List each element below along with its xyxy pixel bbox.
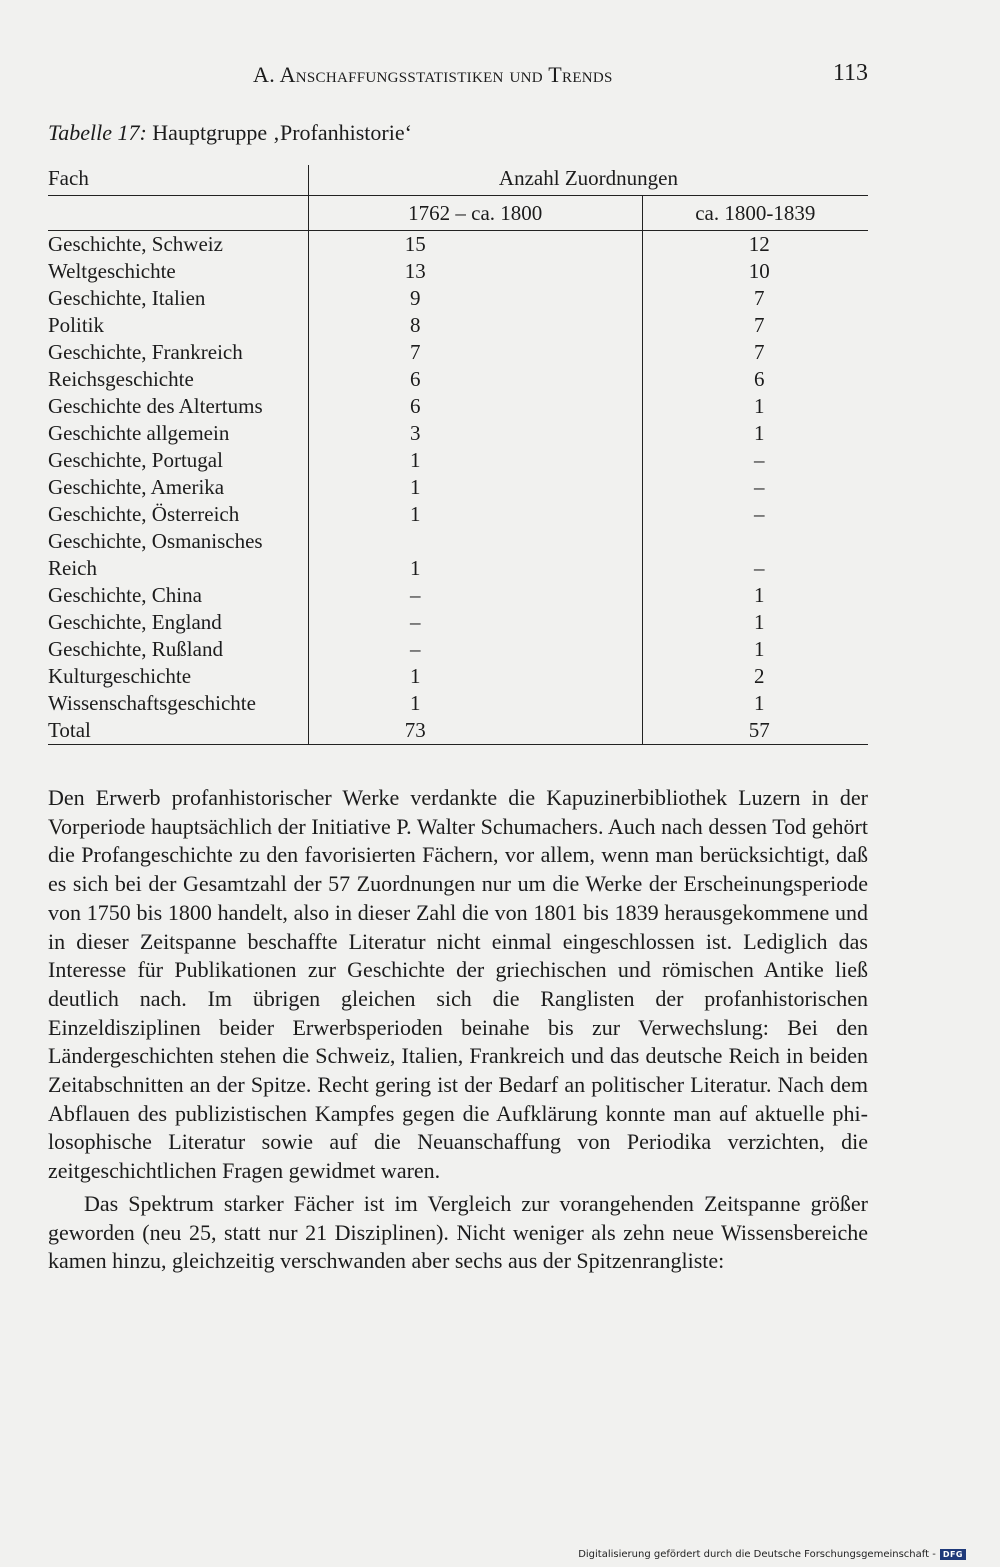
cell-fach: Geschichte, Amerika [48, 475, 225, 499]
cell-period-1: 1 [308, 555, 642, 582]
table-row [48, 555, 868, 582]
table-row [48, 447, 868, 474]
cell-fach: Geschichte, Portugal [48, 448, 223, 472]
cell-period-2: 1 [642, 420, 868, 447]
cell-period-2: 7 [642, 312, 868, 339]
table-row [48, 582, 868, 609]
cell-period-1: 1 [308, 501, 642, 528]
digitization-note-text: Digitalisierung gefördert durch die Deutsche Forschungsgemeinschaft - [578, 1549, 936, 1560]
cell-period-2: 7 [642, 339, 868, 366]
cell-fach: Reich [48, 556, 97, 580]
cell-period-1: 1 [308, 447, 642, 474]
cell-period-2: – [642, 474, 868, 501]
running-header [48, 58, 868, 94]
cell-fach: Wissenschaftsgeschichte [48, 691, 256, 715]
cell-period-2: 10 [642, 258, 868, 285]
paragraph: Das Spektrum starker Fächer ist im Vergleich zur vorangehenden Zeitspanne größer geworden (neu 25, statt nur 21 Disziplinen). Nicht weniger als zehn neue Wissensbereiche kamen hinzu, gleichzeitig verschwanden aber sechs aus der Spitzenrangliste: [48, 1190, 868, 1274]
cell-period-1: 1 [308, 474, 642, 501]
cell-period-2: 2 [642, 663, 868, 690]
cell-fach: Geschichte, Italien [48, 286, 206, 310]
cell-period-1: 9 [308, 285, 642, 312]
table-row [48, 420, 868, 447]
cell-period-1: 1 [308, 663, 642, 690]
table-row [48, 636, 868, 663]
column-header-period-2: ca. 1800-1839 [642, 196, 868, 231]
cell-fach: Geschichte, Rußland [48, 637, 223, 661]
cell-period-2: 1 [642, 582, 868, 609]
cell-fach: Weltgeschichte [48, 259, 176, 283]
cell-period-1: – [308, 636, 642, 663]
table-row [48, 312, 868, 339]
page-number: 113 [832, 60, 868, 86]
cell-period-2: – [642, 501, 868, 528]
cell-period-2: 6 [642, 366, 868, 393]
table-row [48, 258, 868, 285]
cell-period-1: 15 [308, 231, 642, 259]
table-row [48, 501, 868, 528]
cell-total-period-1: 73 [308, 717, 642, 745]
dfg-logo: DFG [940, 1549, 966, 1560]
table-subheader-row [48, 196, 868, 231]
column-header-fach: Fach [48, 166, 89, 190]
cell-period-2: 1 [642, 393, 868, 420]
table-row [48, 339, 868, 366]
table-row [48, 366, 868, 393]
cell-period-1: 13 [308, 258, 642, 285]
cell-period-1: 6 [308, 393, 642, 420]
cell-period-1: – [308, 582, 642, 609]
running-title: A. Anschaffungsstatistiken und Trends [253, 62, 613, 87]
cell-period-2: 1 [642, 609, 868, 636]
column-header-group: Anzahl Zuordnungen [308, 165, 868, 196]
table-caption [48, 120, 412, 146]
table-row [48, 285, 868, 312]
cell-period-2: 1 [642, 636, 868, 663]
table-caption-text: Hauptgruppe ‚Profanhistorie‘ [146, 120, 412, 145]
cell-period-2: – [642, 555, 868, 582]
table-total-row [48, 717, 868, 745]
cell-fach: Geschichte, Frankreich [48, 340, 243, 364]
digitization-note [578, 1549, 966, 1560]
table-row [48, 474, 868, 501]
table-row [48, 393, 868, 420]
cell-fach: Geschichte, Österreich [48, 502, 240, 526]
column-header-period-1: 1762 – ca. 1800 [308, 196, 642, 231]
cell-period-2: 1 [642, 690, 868, 717]
cell-fach: Geschichte, Osmanisches [48, 529, 263, 553]
cell-period-1: 3 [308, 420, 642, 447]
table-row [48, 528, 868, 555]
cell-period-1: – [308, 609, 642, 636]
paragraph: Den Erwerb profanhistorischer Werke verdankte die Kapuzinerbibliothek Luzern in der Vorperiode hauptsächlich der Initiative P. Walter Schumachers. Auch nach dessen Tod gehört die Profangeschichte zu den favorisierten Fächern, vor allem, wenn man berücksichtigt, daß es sich bei der Gesamtzahl der 57 Zuordnungen nur um die Werke der Erscheinungsperiode von 1750 bis 1800 handelt, also in dieser Zahl die von 1801 bis 1839 herausgekommene und in dieser Zeitspanne beschaffte Literatur nicht einmal eingeschlossen ist. Lediglich das Interesse für Publikationen zur Geschichte der griechischen und römischen Antike ließ deutlich nach. Im übrigen gleichen sich die Ranglisten der profanhistorischen Einzeldisziplinen beider Erwerbsperioden beinahe bis zur Verwechslung: Bei den Ländergeschichten stehen die Schweiz, Italien, Frankreich und das deutsche Reich in beiden Zeitabschnitten an der Spitze. Recht gering ist der Bedarf an politischer Literatur. Nach dem Abflauen des publizistischen Kampfes gegen die Aufklärung konnte man auf aktuelle philosophische Literatur sowie auf die Neuanschaffung von Periodika verzichten, die zeitgeschichtlichen Fragen gewidmet waren. [48, 785, 868, 1184]
cell-period-2: – [642, 447, 868, 474]
cell-period-2 [642, 528, 868, 555]
statistics-table [48, 165, 868, 745]
cell-fach: Geschichte des Altertums [48, 394, 263, 418]
cell-period-1 [308, 528, 642, 555]
table-row [48, 690, 868, 717]
cell-fach: Reichsgeschichte [48, 367, 194, 391]
cell-fach: Geschichte allgemein [48, 421, 230, 445]
cell-period-1: 7 [308, 339, 642, 366]
cell-period-2: 12 [642, 231, 868, 259]
cell-fach: Geschichte, England [48, 610, 222, 634]
cell-fach: Geschichte, Schweiz [48, 232, 223, 256]
cell-total-label: Total [48, 717, 308, 745]
cell-period-1: 1 [308, 690, 642, 717]
table-row [48, 663, 868, 690]
cell-period-1: 8 [308, 312, 642, 339]
cell-fach: Kulturgeschichte [48, 664, 192, 688]
cell-period-2: 7 [642, 285, 868, 312]
table-row [48, 231, 868, 259]
table-header-row [48, 165, 868, 196]
table-row [48, 609, 868, 636]
cell-fach: Politik [48, 313, 105, 337]
cell-fach: Geschichte, China [48, 583, 202, 607]
cell-period-1: 6 [308, 366, 642, 393]
cell-total-period-2: 57 [642, 717, 868, 745]
table-caption-label: Tabelle 17: [48, 120, 147, 145]
body-text [48, 784, 868, 1276]
